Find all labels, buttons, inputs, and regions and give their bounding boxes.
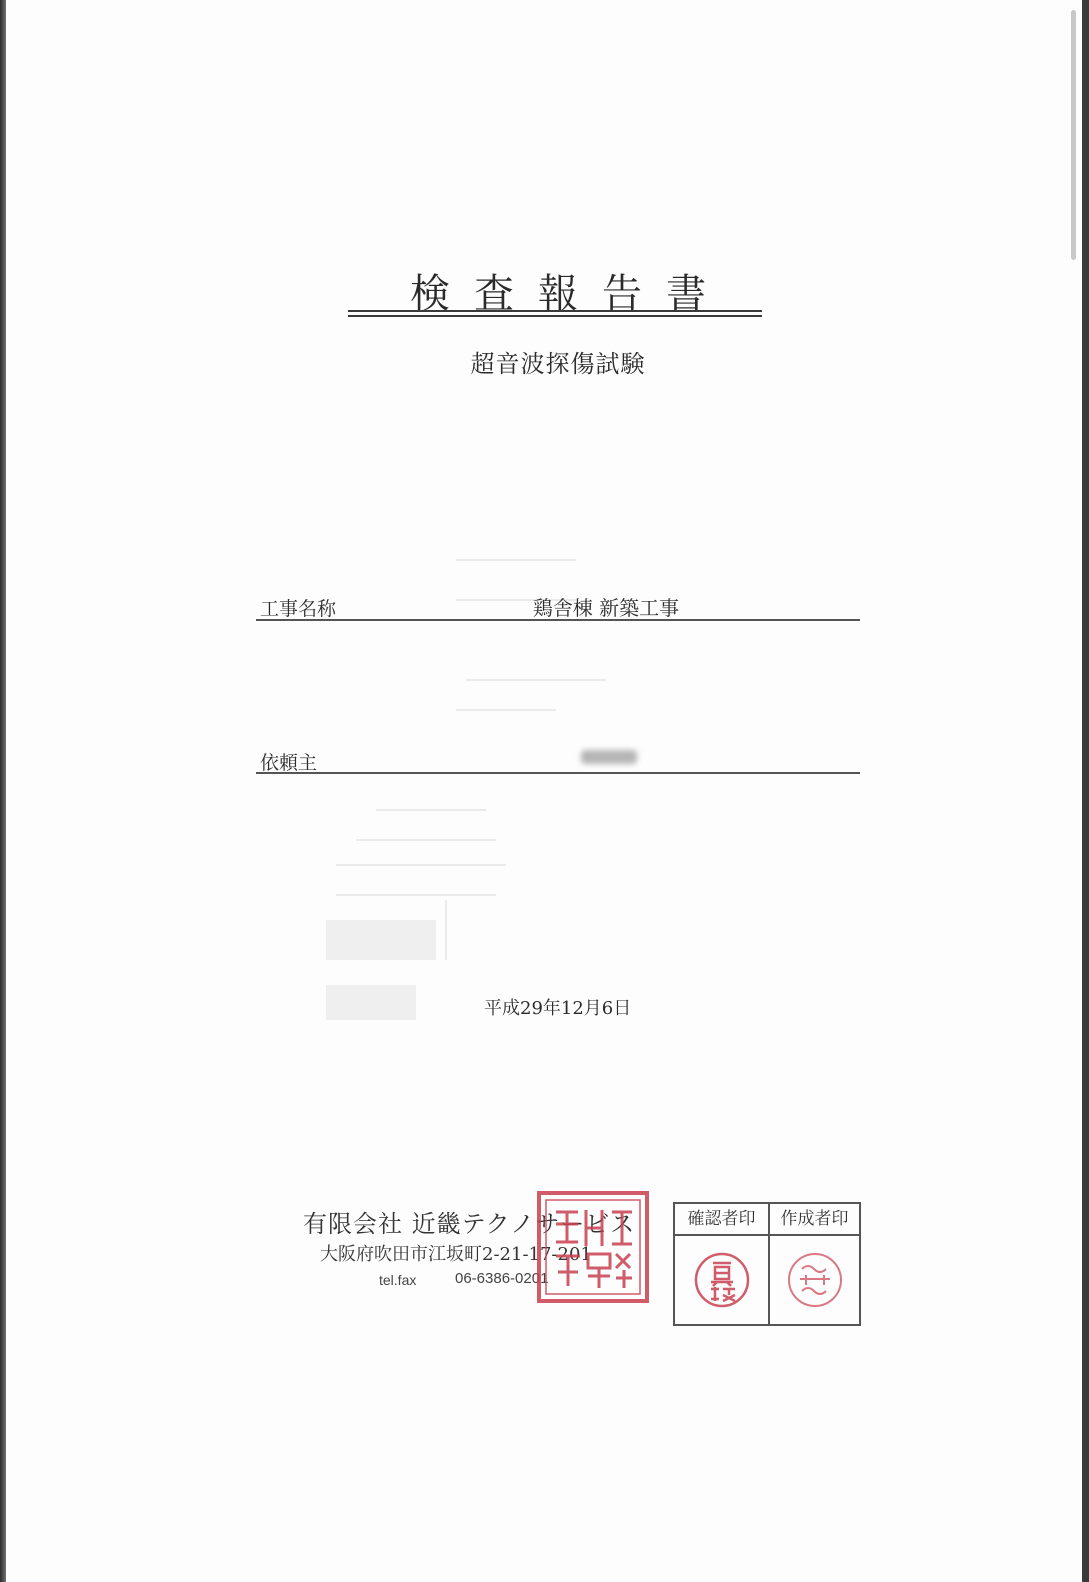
- creator-hanko-icon: [786, 1251, 844, 1309]
- field-label-client: 依頼主: [260, 752, 318, 774]
- scrollbar-thumb[interactable]: [1071, 10, 1076, 260]
- company-seal-stamp: [536, 1190, 650, 1304]
- company-name: 有限会社 近畿テクノサービス: [303, 1210, 636, 1238]
- redacted-blur-icon: [561, 746, 651, 768]
- field-value-project-name: 鶏舎棟 新築工事: [532, 596, 680, 620]
- field-underline: [256, 772, 860, 774]
- stamp-cell-confirmer: [675, 1236, 768, 1324]
- field-value-client-redacted: [466, 746, 746, 773]
- document-page: [6, 0, 1082, 1582]
- report-date: 平成29年12月6日: [484, 998, 632, 1019]
- document-title: 検査報告書: [410, 271, 730, 317]
- title-double-rule: [348, 310, 762, 317]
- company-tel-label: tel.fax: [379, 1272, 417, 1288]
- field-underline: [256, 619, 860, 621]
- stamp-header-confirmer: 確認者印: [675, 1204, 768, 1236]
- stamp-header-creator: 作成者印: [770, 1204, 859, 1236]
- stamp-column-confirmer: [675, 1204, 770, 1324]
- confirmer-hanko-icon: [693, 1251, 751, 1309]
- company-tel-value: 06-6386-0201: [455, 1270, 549, 1287]
- company-address: 大阪府吹田市江坂町2-21-17-201: [320, 1244, 592, 1265]
- stamp-column-creator: [770, 1204, 859, 1324]
- field-label-project-name: 工事名称: [260, 598, 337, 620]
- stamp-cell-creator: [770, 1236, 859, 1324]
- approval-stamp-table: [673, 1202, 861, 1326]
- document-subtitle: 超音波探傷試験: [470, 350, 646, 378]
